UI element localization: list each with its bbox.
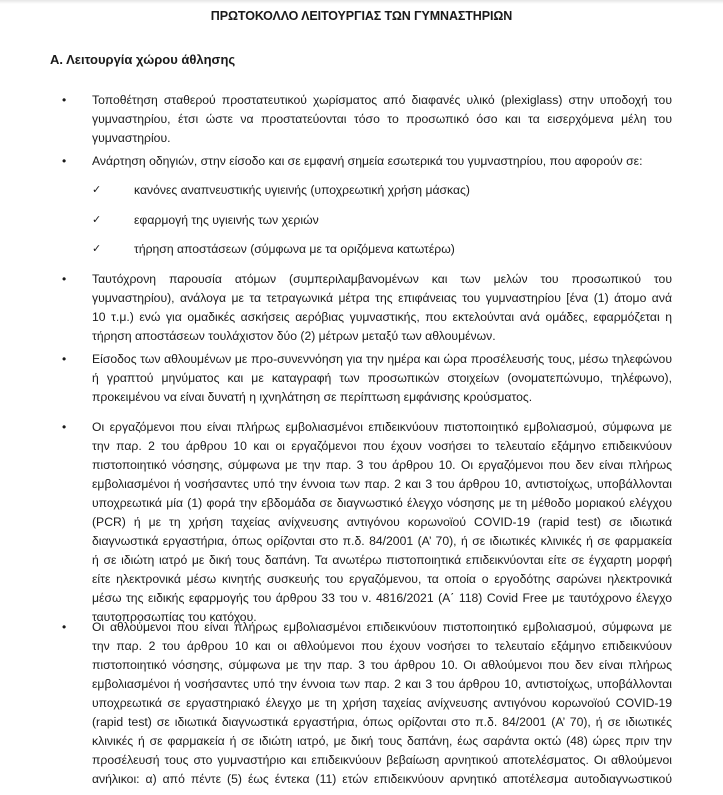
text-line: Ανάρτηση οδηγιών, στην είσοδο και σε εμφανή σημεία εσωτερικά του γυμναστηρίου, που αφορούν σε: [92,154,643,168]
bullet-item-occupancy [62,270,672,346]
section-heading: Α. Λειτουργία χώρου άθλησης [50,52,236,67]
text-line: γυμναστηρίου, έτσι ώστε να προστατεύονται τόσο το προσωπικό όσο και τα εισερχόμενα μέλη του [92,112,672,126]
bullet-text [92,91,672,148]
text-line: γυμναστηρίου. [92,131,171,145]
text-line: ανήλικοι: α) από πέντε (5) έως έντεκα (11) ετών επιδεικνύουν αρνητικό αποτέλεσμα αυτοδιαγνωστικού [92,772,672,786]
text-line: προσέλευσή τους στο γυμναστήριο και επιδεικνύουν βεβαίωση αρνητικού αποτελέσματος. Οι αθλούμενοι [92,753,672,767]
bullet-icon: • [62,272,67,286]
text-line: εμβολιασμένοι ή νοσήσαντες υπό την έννοια των παρ. 2 και 3 του άρθρου 10, αντιστοίχως, υποβάλλονται [92,677,672,691]
bullet-icon: • [62,420,67,434]
text-line: τήρηση αποστάσεων τουλάχιστον δύο (2) μέτρων μεταξύ των αθλουμένων. [92,329,496,343]
bullet-text [92,418,672,627]
document-title: ΠΡΩΤΟΚΟΛΛΟ ΛΕΙΤΟΥΡΓΙΑΣ ΤΩΝ ΓΥΜΝΑΣΤΗΡΙΩΝ [210,9,513,23]
checkmark-icon: ✓ [92,243,102,255]
text-line: μέσω της ειδικής εφαρμογής του άρθρου 33 του ν. 4816/2021 (Α΄ 118) Covid Free με ταυτόχρονο έλεγχο [92,591,672,605]
bullet-item-plexiglass [62,91,672,148]
text-line: διαγνωστικά εργαστήρια, όπως ορίζονται στο π.δ. 84/2001 (Α’ 70), ή σε ιδιωτικές κλινικές ή σε φαρμακεία [92,534,672,548]
bullet-text [92,152,672,171]
bullet-item-instructions [62,152,672,171]
text-line: (rapid test) σε ιδιωτικά διαγνωστικά εργαστήρια, όπως ορίζονται στο π.δ. 84/2001 (Α’ 70), ή σε ιδιωτικές [92,715,672,729]
text-line: ή γραπτού μηνύματος και με καταγραφή των προσωπικών στοιχείων (ονοματεπώνυμο, τηλέφωνο), [92,371,672,385]
bullet-text [92,350,672,407]
text-line: είτε ηλεκτρονικά μέσω κινητής συσκευής του εργαζόμενου, τα οποία ο εργοδότης σαρώνει ηλεκτρονικά [92,572,672,586]
checklist-text: κανόνες αναπνευστικής υγιεινής (υποχρεωτική χρήση μάσκας) [134,183,470,197]
text-line: ή σε ιδιώτη ιατρό με δική τους δαπάνη. Τα ανωτέρω πιστοποιητικά επιδεικνύονται είτε σε έγχαρτη μορφή [92,553,672,567]
checklist-item-respiratory-hygiene [92,181,470,200]
text-line: εμβολιασμένοι ή νοσήσαντες υπό την έννοια των παρ. 2 και 3 του άρθρου 10, αντιστοίχως, υποβάλλονται [92,477,672,491]
checklist-item-hand-hygiene [92,211,319,230]
bullet-icon: • [62,154,67,168]
checklist-text: εφαρμογή της υγιεινής των χεριών [134,213,319,227]
text-line: την παρ. 2 του άρθρου 10 και οι αθλούμενοι που έχουν νοσήσει το τελευταίο εξάμηνο επιδεικνύουν [92,639,672,653]
text-line: την παρ. 2 του άρθρου 10 και οι εργαζόμενοι που έχουν νοσήσει το τελευταίο εξάμηνο επιδεικνύουν [92,439,672,453]
text-line: κλινικές ή σε φαρμακεία ή σε ιδιώτη ιατρό, με δική τους δαπάνη, έως σαράντα οκτώ (48) ώρες πριν την [92,734,672,748]
text-line: (PCR) ή με τη χρήση ταχείας ανίχνευσης αντιγόνου κορωνοϊού COVID-19 (rapid test) σε ιδιωτικά [92,515,672,529]
bullet-icon: • [62,620,67,634]
checkmark-icon: ✓ [92,214,102,226]
text-line: Τοποθέτηση σταθερού προστατευτικού χωρίσματος από διαφανές υλικό (plexiglass) στην υποδοχή του [92,93,672,107]
text-line: πιστοποιητικό νόσησης, σύμφωνα με την παρ. 3 του άρθρου 10. Οι αθλούμενοι που δεν είναι πλήρως [92,658,672,672]
text-line: Είσοδος των αθλουμένων με προ-συνεννόηση για την ημέρα και ώρα προσέλευσής τους, μέσω τηλεφώνου [92,352,672,366]
text-line: υποχρεωτικά μία (1) φορά την εβδομάδα σε διαγνωστικό έλεγχο νόσησης με τη μέθοδο μοριακού ελέγχου [92,496,672,510]
bullet-icon: • [62,93,67,107]
checklist-text: τήρηση αποστάσεων (σύμφωνα με τα οριζόμενα κατωτέρω) [134,242,455,256]
bullet-text [92,270,672,346]
text-line: Ταυτόχρονη παρουσία ατόμων (συμπεριλαμβανομένων και των μελών του προσωπικού του [92,272,672,286]
bullet-item-appointment-entry [62,350,672,407]
text-line: Οι εργαζόμενοι που είναι πλήρως εμβολιασμένοι επιδεικνύουν πιστοποιητικό εμβολιασμού, σύμφωνα με [92,420,672,434]
text-line: προκειμένου να είναι δυνατή η ιχνηλάτηση σε περίπτωση εμφάνισης κρούσματος. [92,390,533,404]
page-top-shadow [0,0,723,4]
checklist-item-distancing [92,240,455,259]
bullet-text [92,618,672,789]
text-line: υποχρεωτικά σε εργαστηριακό έλεγχο με τη χρήση ταχείας ανίχνευσης αντιγόνου κορωνοϊού COVID-19 [92,696,672,710]
checkmark-icon: ✓ [92,184,102,196]
text-line: Οι αθλούμενοι που είναι πλήρως εμβολιασμένοι επιδεικνύουν πιστοποιητικό εμβολιασμού, σύμφωνα με [92,620,672,634]
text-line: πιστοποιητικό νόσησης, σύμφωνα με την παρ. 3 του άρθρου 10. Οι εργαζόμενοι που δεν είναι πλήρως [92,458,672,472]
text-line: 10 τ.μ.) ενώ για ομαδικές ασκήσεις αερόβιας γυμναστικής, που εκτελούνται ανά ομάδες, εφαρμόζεται η [92,310,672,324]
text-line: γυμναστηρίου), ανάλογα με τα τετραγωνικά μέτρα της επιφάνειας του γυμναστηρίου [ένα (1) άτομο ανά [92,291,672,305]
bullet-item-employee-certificates [62,418,672,627]
text-line: ταυτοπροσωπίας του κατόχου. [92,610,257,624]
bullet-item-athlete-certificates [62,618,672,789]
bullet-icon: • [62,352,67,366]
